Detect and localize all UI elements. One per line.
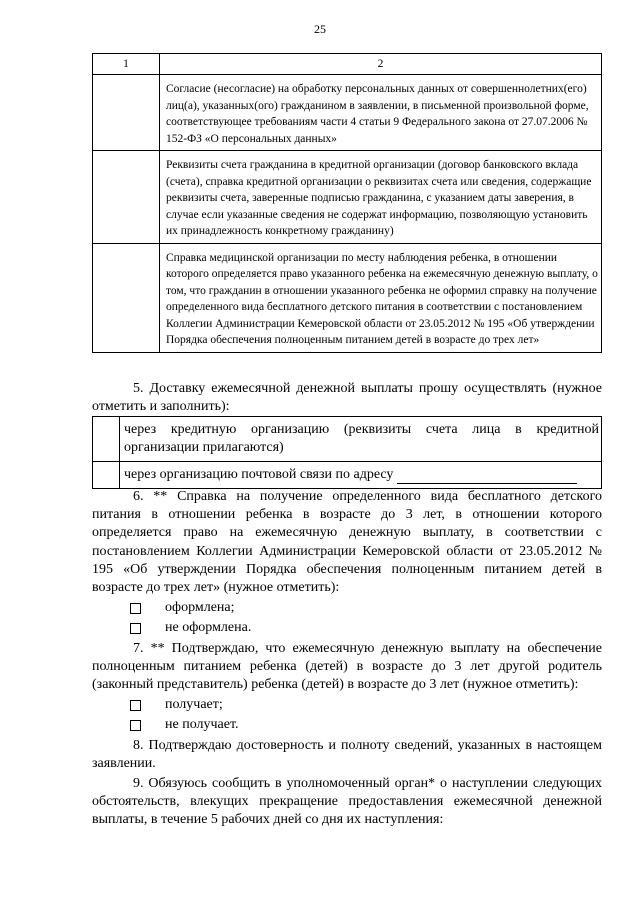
documents-table xyxy=(92,53,602,353)
checkbox-issued[interactable] xyxy=(130,603,141,614)
option-not-receives xyxy=(92,716,602,734)
checkbox-not-issued[interactable] xyxy=(130,623,141,634)
table-row xyxy=(93,243,602,352)
section-5 xyxy=(92,380,602,416)
page-number: 25 xyxy=(314,22,326,36)
table-cell-col2: Согласие (несогласие) на обработку персональных данных от совершеннолетних(его) лиц(а), указанных(ого) гражданином в заявлении, в письменной произвольной форме, соответствующее требованиям части 4 статьи 9 Федерального закона от 27.07.2006 № 152-ФЗ «О персональных данных» xyxy=(160,75,602,151)
option-receives xyxy=(92,696,602,714)
delivery-checkbox-post[interactable] xyxy=(93,462,120,489)
table-cell-col1 xyxy=(93,243,160,352)
delivery-option-post: через организацию почтовой связи по адресу xyxy=(124,467,394,482)
option-not-receives-label: не получает. xyxy=(165,717,239,733)
delivery-checkbox-bank[interactable] xyxy=(93,417,120,462)
section-6-text: 6. ** Справка на получение определенного вида бесплатного детского питания в отношении ребенка в возрасте до 3 лет, в отношении которого определяется право на ежемесячную денежную выплату, в соответствии с постановлением Коллегии Администрации Кемеровской области от 23.05.2012 № 195 «Об утверждении Порядка обеспечения полноценным питанием детей в возрасте до трех лет» (нужное отметить): xyxy=(92,489,602,596)
option-receives-label: получает; xyxy=(165,697,223,713)
delivery-option-bank: через кредитную организацию (реквизиты счета лица в кредитной организации прилагаются) xyxy=(120,417,602,462)
table-header-row xyxy=(93,54,602,75)
delivery-option-row xyxy=(93,462,602,489)
table-cell-col2: Реквизиты счета гражданина в кредитной организации (договор банковского вклада (счета), справка кредитной организации о реквизитах счета или сведения, содержащие реквизиты счета, заверенные подписью гражданина, с указанием даты заверения, в случае если указанные сведения не содержат информацию, позволяющую установить их принадлежность конкретному гражданину) xyxy=(160,151,602,244)
form-body xyxy=(92,488,602,830)
delivery-options-table xyxy=(92,416,602,489)
option-issued-label: оформлена; xyxy=(165,600,235,616)
table-cell-col2: Справка медицинской организации по месту наблюдения ребенка, в отношении которого определяется право указанного ребенка на ежемесячную денежную выплату, о том, что гражданин в отношении указанного ребенка не оформил справку на получение определенного вида бесплатного детского питания в соответствии с постановлением Коллегии Администрации Кемеровской области от 23.05.2012 № 195 «Об утверждении Порядка обеспечения полноценным питанием детей в возрасте до трех лет» xyxy=(160,243,602,352)
table-cell-col1 xyxy=(93,151,160,244)
section-8-text: 8. Подтверждаю достоверность и полноту сведений, указанных в настоящем заявлении. xyxy=(92,737,602,771)
section-7-text: 7. ** Подтверждаю, что ежемесячную денежную выплату на обеспечение полноценным питанием ребенка (детей) в возрасте до 3 лет другой родитель (законный представитель) ребенка (детей) в возрасте до 3 лет (нужное отметить): xyxy=(92,640,602,693)
delivery-option-post-cell xyxy=(120,462,602,489)
section-9-text: 9. Обязуюсь сообщить в уполномоченный орган* о наступлении следующих обстоятельств, влекущих прекращение предоставления ежемесячной денежной выплаты, в течение 5 рабочих дней со дня их наступления: xyxy=(92,776,602,828)
table-header-col1: 1 xyxy=(93,54,160,75)
checkbox-receives[interactable] xyxy=(130,700,141,711)
checkbox-not-receives[interactable] xyxy=(130,720,141,731)
option-not-issued xyxy=(92,619,602,637)
table-row xyxy=(93,75,602,151)
table-row xyxy=(93,151,602,244)
address-field[interactable] xyxy=(397,470,577,484)
option-issued xyxy=(92,599,602,617)
delivery-option-row xyxy=(93,417,602,462)
table-cell-col1 xyxy=(93,75,160,151)
section-5-text: 5. Доставку ежемесячной денежной выплаты прошу осуществлять (нужное отметить и заполнить): xyxy=(92,381,602,414)
table-header-col2: 2 xyxy=(160,54,602,75)
option-not-issued-label: не оформлена. xyxy=(165,620,252,636)
